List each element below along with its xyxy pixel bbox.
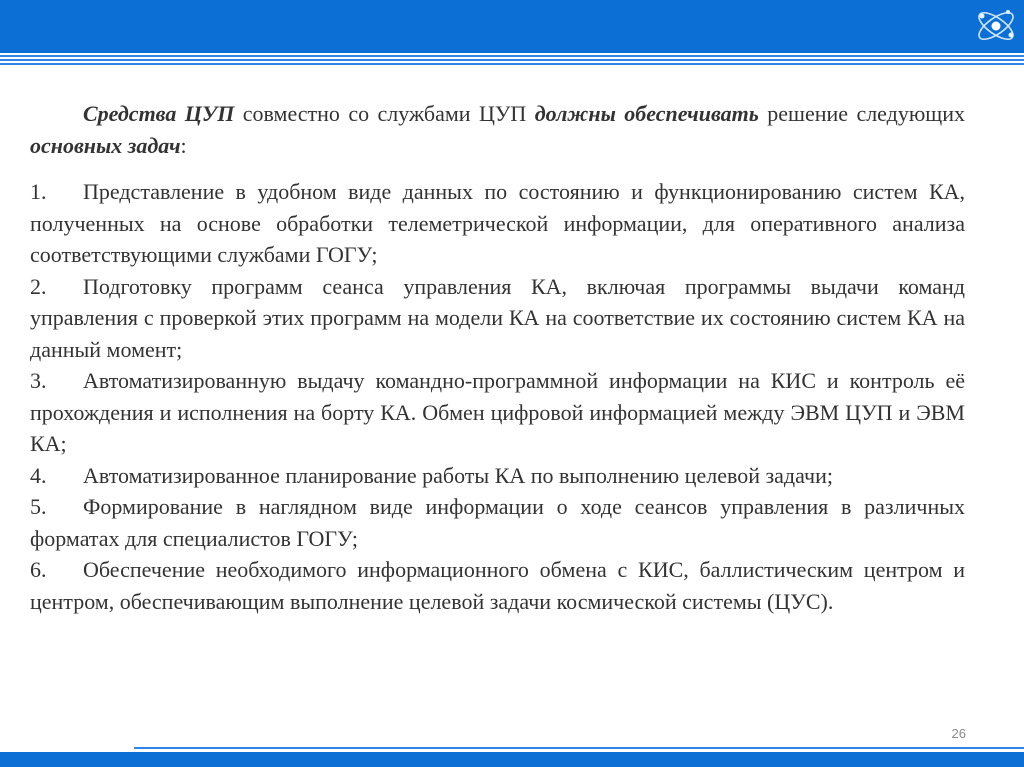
- list-item: [30, 460, 965, 492]
- list-item-number: 3.: [30, 368, 47, 393]
- list-item: [30, 554, 965, 617]
- intro-emphasis: Средства ЦУП: [83, 101, 235, 126]
- header-bar: [0, 0, 1024, 53]
- footer-bar: [0, 752, 1024, 767]
- slide-body: [30, 98, 965, 617]
- list-item-text: Обеспечение необходимого информационного обмена с КИС, баллистическим центром и центром, обеспечивающим выполнение целевой задачи космической системы (ЦУС).: [30, 557, 965, 614]
- list-item-number: 1.: [30, 179, 47, 204]
- task-list: [30, 176, 965, 617]
- list-item-text: Автоматизированное планирование работы КА по выполнению целевой задачи;: [83, 462, 833, 488]
- header-stripes: [0, 53, 1024, 68]
- footer-divider: [134, 747, 1024, 749]
- list-item: [30, 491, 965, 554]
- header-stripe: [0, 55, 1024, 57]
- list-item-text: Формирование в наглядном виде информации о ходе сеансов управления в различных форматах для специалистов ГОГУ;: [30, 494, 965, 551]
- intro-emphasis: должны обеспечивать: [534, 101, 759, 126]
- list-item-text: Подготовку программ сеанса управления КА, включая программы выдачи команд управления с проверкой этих программ на модели КА на соответствие их состоянию систем КА на данный момент;: [30, 273, 965, 362]
- list-item-number: 2.: [30, 273, 47, 299]
- header-stripe: [0, 59, 1024, 61]
- list-item-text: Автоматизированную выдачу командно-программной информации на КИС и контроль её прохождения и исполнения на борту КА. Обмен цифровой информацией между ЭВМ ЦУП и ЭВМ КА;: [30, 368, 965, 456]
- intro-paragraph: [30, 98, 965, 161]
- page-number: 26: [951, 726, 966, 741]
- list-item: [30, 176, 965, 271]
- intro-text: решение следующих: [758, 101, 966, 126]
- list-item-number: 4.: [30, 462, 47, 488]
- header-stripe: [0, 63, 1024, 65]
- intro-emphasis: основных задач: [30, 132, 181, 158]
- intro-text: совместно со службами ЦУП: [234, 101, 535, 126]
- list-item: [30, 365, 965, 460]
- list-item-text: Представление в удобном виде данных по состоянию и функционированию систем КА, полученных на основе обработки телеметрической информации, для оперативного анализа соответствующими службами ГОГУ;: [30, 179, 965, 267]
- list-item-number: 6.: [30, 557, 47, 582]
- intro-text: :: [180, 132, 187, 158]
- list-item: [30, 271, 965, 366]
- atom-orbit-logo-icon: [972, 2, 1020, 50]
- list-item-number: 5.: [30, 494, 47, 519]
